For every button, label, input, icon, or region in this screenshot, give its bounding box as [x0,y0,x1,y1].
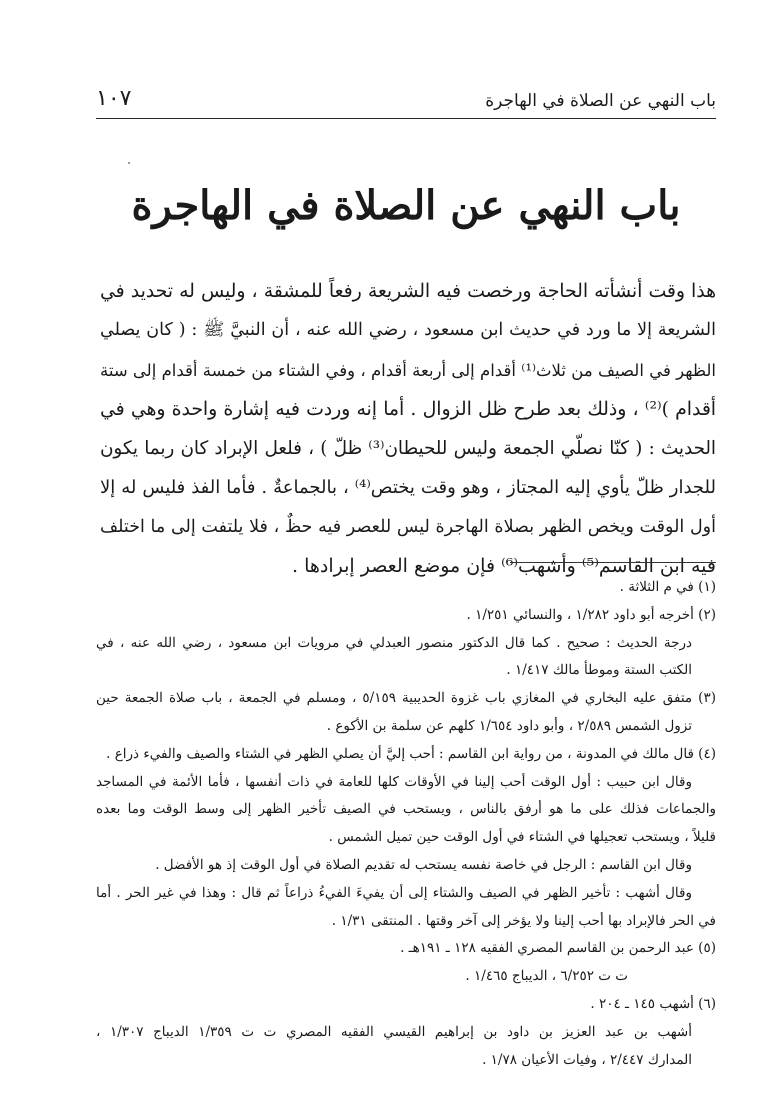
footnote-4-cont: والجماعات فذلك على ما هو أرفق بالناس ، ويستحب في الصيف تأخير الظهر إلى وسط الوقت وما بعده [96,801,716,818]
footnote-5-cont: ت ت ٦/٢٥٢ ، الديباج ١/٤٦٥ . [465,968,628,985]
body-line: أول الوقت ويخص الظهر بصلاة الهاجرة ليس للعصر فيه حظٌ ، فلا يلتفت إلى ما اختلف [100,516,716,537]
body-line: أقدام )⁽²⁾ ، وذلك بعد طرح ظل الزوال . أما إنه وردت فيه إشارة واحدة وهي في [100,398,716,420]
page-number: ١٠٧ [96,86,132,111]
footnotes [96,574,716,1074]
body-paragraph [100,272,716,586]
body-line: الظهر في الصيف من ثلاث⁽¹⁾ أقدام إلى أربعة أقدام ، وفي الشتاء من خمسة أقدام إلى ستة [100,360,716,380]
footnote-4: (٤) قال مالك في المدونة ، من رواية ابن القاسم : أحب إليَّ أن يصلي الظهر في الشتاء والصيف والفيء ذراع . [106,745,716,762]
footnote-2-cont: الكتب الستة وموطأ مالك ١/٤١٧ . [506,662,692,679]
footnote-4-cont: في الحر فالإبراد بها أحب إلينا ولا يؤخر إلى آخر وقتها . المنتقى ١/٣١ . [331,912,716,929]
footnote-1: (١) في م الثلاثة . [619,579,716,595]
footnote-2-cont: درجة الحديث : صحيح . كما قال الدكتور منصور العبدلي في مرويات ابن مسعود ، رضي الله عنه ، في [96,634,692,651]
footnote-3-cont: تزول الشمس ٢/٥٨٩ ، وأبو داود ١/٦٥٤ كلهم عن سلمة بن الأكوع . [326,717,692,734]
footnote-4-cont: وقال ابن القاسم : الرجل في خاصة نفسه يستحب له تقديم الصلاة في أول الوقت إذ هو الأفضل . [155,856,692,873]
header-rule [96,118,716,119]
body-line: الحديث : ( كنّا نصلّي الجمعة وليس للحيطان⁽³⁾ ظلّ ) ، فلعل الإبراد كان ربما يكون [100,438,716,460]
footnote-5: (٥) عبد الرحمن بن القاسم المصري الفقيه ١٢٨ ـ ١٩١هـ . [400,940,716,957]
running-header [96,88,716,118]
footnote-4-cont: قليلاً ، ويستحب تعجيلها في الشتاء في أول الوقت حين تميل الشمس . [328,829,716,846]
body-line: فيه ابن القاسم⁽⁵⁾ وأشهب⁽⁶⁾ فإن موضع العصر إبرادها . [292,555,716,578]
running-title: باب النهي عن الصلاة في الهاجرة [485,91,716,111]
footnote-separator [510,562,716,563]
footnote-4-cont: وقال أشهب : تأخير الظهر في الصيف والشتاء إلى أن يفيءَ الفيءُ ذراعاً ثم قال : وهذا في غير الحر . أما [96,884,692,901]
body-line: الشريعة إلا ما ورد في حديث ابن مسعود ، رضي الله عنه ، أن النبيَّ ﷺ : ( كان يصلي [100,320,716,341]
footnote-6-cont: أشهب بن عبد العزيز بن داود بن إبراهيم القيسي الفقيه المصري ت ت ١/٣٥٩ الديباج ١/٣٠٧ ، [96,1023,692,1040]
print-speck [128,162,130,164]
footnote-3: (٣) متفق عليه البخاري في المغازي باب غزوة الحديبية ٥/١٥٩ ، ومسلم في الجمعة ، باب صلاة الجمعة حين [96,690,716,707]
body-line: للجدار ظلّ يأوي إليه المجتاز ، وهو وقت يختص⁽⁴⁾ ، بالجماعةٌ . فأما الفذ فليس له إلا [100,477,716,499]
footnote-2: (٢) أخرجه أبو داود ١/٢٨٢ ، والنسائي ١/٢٥١ . [466,606,716,623]
footnote-6-cont: المدارك ٢/٤٤٧ ، وفيات الأعيان ١/٧٨ . [482,1051,692,1068]
body-line: هذا وقت أنشأته الحاجة ورخصت فيه الشريعة رفعاً للمشقة ، وليس له تحديد في [100,281,716,302]
footnote-4-cont: وقال ابن حبيب : أول الوقت أحب إلينا في الأوقات كلها للعامة في ذات أنفسها ، فأما الأئمة في المساجد [96,773,692,790]
chapter-title: باب النهي عن الصلاة في الهاجرة [131,182,681,229]
footnote-6: (٦) أشهب ١٤٥ ـ ٢٠٤ . [590,995,716,1012]
